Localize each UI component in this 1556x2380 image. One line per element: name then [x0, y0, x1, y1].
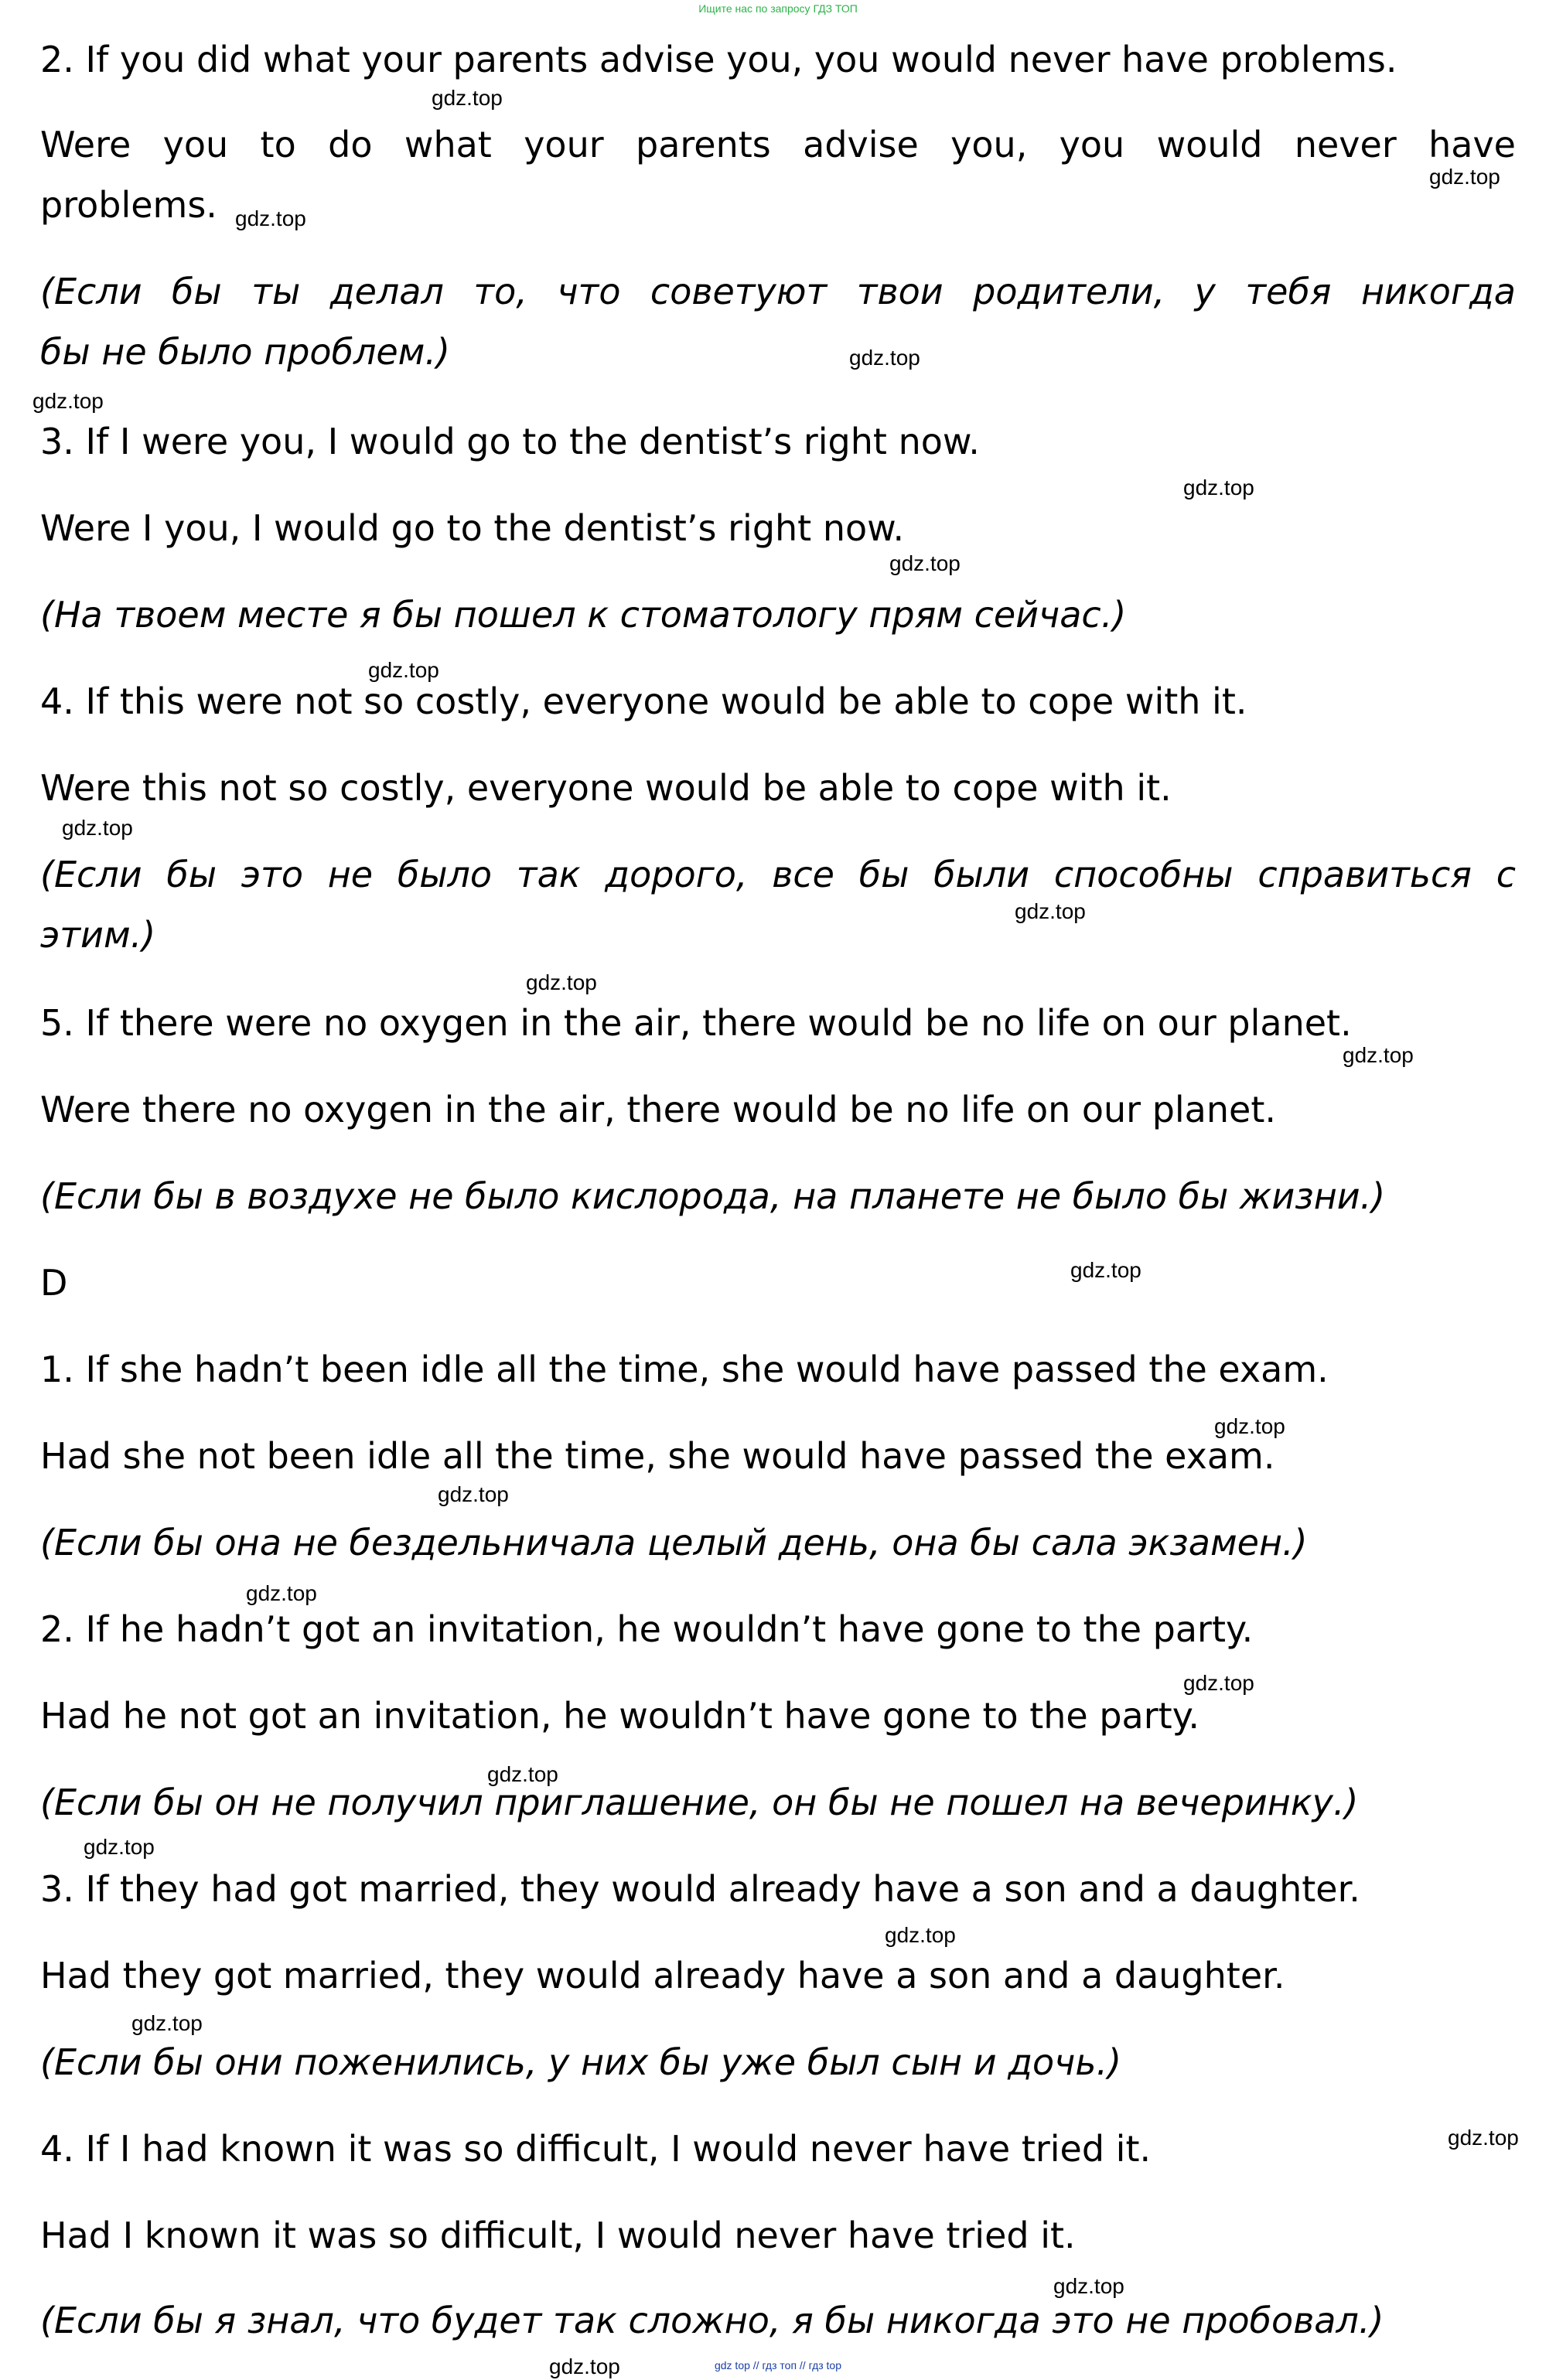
- c3-original: 3. If I were you, I would go to the dentist’s right now.: [40, 421, 980, 462]
- watermark: gdz.top: [487, 1762, 558, 1786]
- d2-translation: (Если бы он не получил приглашение, он бы не пошел на вечеринку.): [40, 1782, 1359, 1823]
- watermark: gdz.top: [131, 2011, 203, 2035]
- c4-original: 4. If this were not so costly, everyone would be able to cope with it.: [40, 680, 1247, 722]
- watermark: gdz.top: [368, 658, 439, 682]
- watermark: gdz.top: [1183, 1671, 1254, 1695]
- c2-translation-line2: бы не было проблем.): [40, 331, 450, 373]
- d1-inverted: Had she not been idle all the time, she would have passed the exam.: [40, 1435, 1275, 1477]
- d3-inverted: Had they got married, they would already have a son and a daughter.: [40, 1955, 1285, 1996]
- section-d-heading: D: [40, 1262, 68, 1304]
- watermark: gdz.top: [84, 1835, 155, 1859]
- d3-translation: (Если бы они поженились, у них бы уже был сын и дочь.): [40, 2041, 1122, 2083]
- watermark: gdz.top: [889, 551, 961, 575]
- c2-original: 2. If you did what your parents advise you, you would never have problems.: [40, 39, 1397, 80]
- watermark: gdz.top: [432, 86, 503, 110]
- c2-inverted-line2: problems.: [40, 184, 217, 226]
- d4-translation: (Если бы я знал, что будет так сложно, я бы никогда это не пробовал.): [40, 2300, 1384, 2341]
- watermark: gdz.top: [235, 206, 306, 230]
- footer-note: gdz top // гдз топ // гдз top: [714, 2359, 842, 2371]
- d3-original: 3. If they had got married, they would already have a son and a daughter.: [40, 1868, 1360, 1910]
- watermark: gdz.top: [1448, 2126, 1519, 2150]
- watermark: gdz.top: [1214, 1414, 1285, 1438]
- c3-inverted: Were I you, I would go to the dentist’s right now.: [40, 507, 905, 549]
- watermark: gdz.top: [849, 346, 920, 370]
- c2-translation-line1: (Если бы ты делал то, что советуют твои родители, у тебя никогда: [40, 271, 1516, 312]
- watermark: gdz.top: [1183, 476, 1254, 500]
- watermark: gdz.top: [1015, 899, 1086, 923]
- watermark: gdz.top: [1053, 2274, 1124, 2298]
- watermark: gdz.top: [1429, 165, 1500, 189]
- watermark: gdz.top: [885, 1923, 956, 1947]
- d2-original: 2. If he hadn’t got an invitation, he wouldn’t have gone to the party.: [40, 1608, 1254, 1650]
- watermark: gdz.top: [526, 970, 597, 994]
- c3-translation: (На твоем месте я бы пошел к стоматологу прям сейчас.): [40, 594, 1127, 636]
- c4-translation-line2: этим.): [40, 914, 156, 956]
- watermark: gdz.top: [32, 389, 104, 413]
- c5-translation: (Если бы в воздухе не было кислорода, на планете не было бы жизни.): [40, 1175, 1386, 1217]
- c5-original: 5. If there were no oxygen in the air, there would be no life on our planet.: [40, 1002, 1352, 1044]
- watermark: gdz.top: [62, 816, 133, 840]
- watermark: gdz.top: [549, 2354, 620, 2378]
- watermark: gdz.top: [246, 1581, 317, 1605]
- d1-original: 1. If she hadn’t been idle all the time, she would have passed the exam.: [40, 1349, 1329, 1390]
- d4-original: 4. If I had known it was so difficult, I would never have tried it.: [40, 2128, 1152, 2170]
- c4-translation-line1: (Если бы это не было так дорого, все бы были способны справиться с: [40, 854, 1516, 895]
- c2-inverted-line1: Were you to do what your parents advise you, you would never have: [40, 124, 1516, 165]
- watermark: gdz.top: [1343, 1043, 1414, 1067]
- d2-inverted: Had he not got an invitation, he wouldn’t have gone to the party.: [40, 1695, 1199, 1737]
- c5-inverted: Were there no oxygen in the air, there would be no life on our planet.: [40, 1089, 1276, 1130]
- d4-inverted: Had I known it was so difficult, I would never have tried it.: [40, 2215, 1076, 2256]
- c4-inverted: Were this not so costly, everyone would be able to cope with it.: [40, 767, 1172, 809]
- header-note: Ищите нас по запросу ГДЗ ТОП: [698, 2, 858, 15]
- d1-translation: (Если бы она не бездельничала целый день, она бы сала экзамен.): [40, 1522, 1308, 1563]
- watermark: gdz.top: [1070, 1258, 1141, 1282]
- watermark: gdz.top: [438, 1482, 509, 1506]
